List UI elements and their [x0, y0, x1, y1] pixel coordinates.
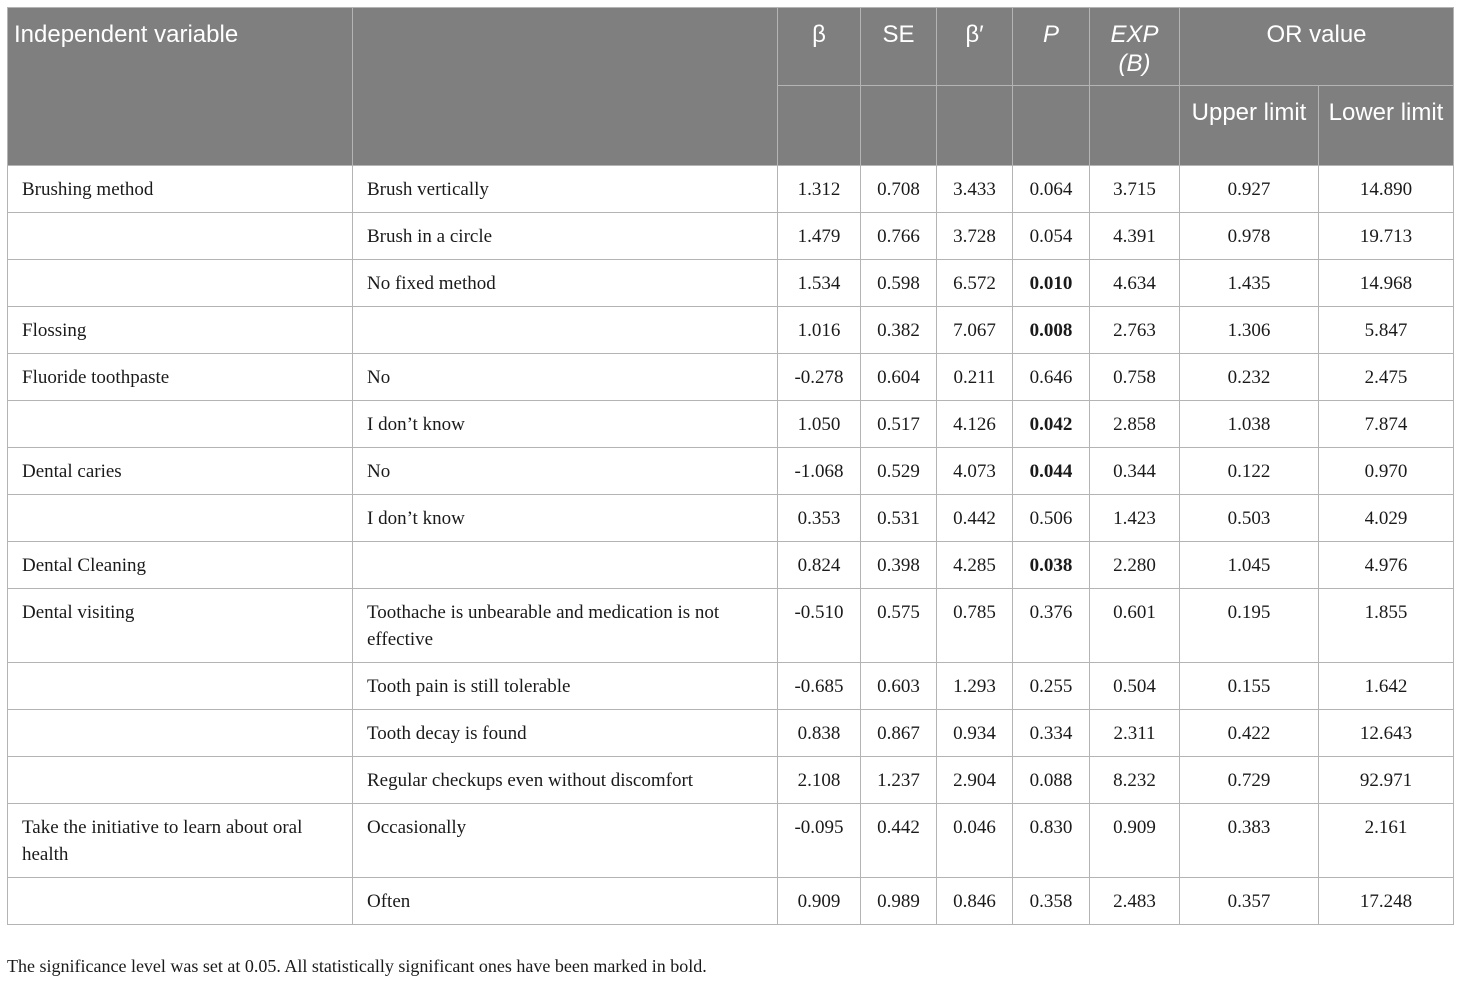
cell-beta-prime: 3.433: [937, 166, 1013, 213]
header-exp-b: EXP (B): [1090, 8, 1180, 86]
cell-p: 0.088: [1013, 757, 1090, 804]
cell-upper-limit: 0.195: [1180, 589, 1319, 663]
table-row: [8, 542, 1454, 589]
cell-lower-limit: 1.642: [1319, 663, 1454, 710]
cell-lower-limit: 7.874: [1319, 401, 1454, 448]
cell-p: 0.008: [1013, 307, 1090, 354]
cell-se: 0.442: [861, 804, 937, 878]
cell-variable: [8, 710, 353, 757]
cell-lower-limit: 92.971: [1319, 757, 1454, 804]
cell-exp-b: 1.423: [1090, 495, 1180, 542]
cell-upper-limit: 0.357: [1180, 878, 1319, 925]
cell-lower-limit: 19.713: [1319, 213, 1454, 260]
cell-beta: 0.824: [778, 542, 861, 589]
table-row: [8, 878, 1454, 925]
cell-variable: [8, 757, 353, 804]
cell-beta-prime: 0.211: [937, 354, 1013, 401]
cell-beta-prime: 0.846: [937, 878, 1013, 925]
cell-category: I don’t know: [353, 495, 778, 542]
cell-beta: 2.108: [778, 757, 861, 804]
header-beta-prime: β′: [937, 8, 1013, 86]
cell-se: 0.517: [861, 401, 937, 448]
table-row: [8, 757, 1454, 804]
cell-p: 0.042: [1013, 401, 1090, 448]
cell-beta-prime: 4.126: [937, 401, 1013, 448]
cell-lower-limit: 1.855: [1319, 589, 1454, 663]
cell-p: 0.044: [1013, 448, 1090, 495]
table-row: [8, 213, 1454, 260]
cell-p: 0.054: [1013, 213, 1090, 260]
cell-upper-limit: 0.232: [1180, 354, 1319, 401]
cell-beta-prime: 0.934: [937, 710, 1013, 757]
cell-variable: Dental caries: [8, 448, 353, 495]
header-p: P: [1013, 8, 1090, 86]
cell-se: 0.529: [861, 448, 937, 495]
cell-variable: Dental Cleaning: [8, 542, 353, 589]
cell-variable: Take the initiative to learn about oral health: [8, 804, 353, 878]
cell-category: No: [353, 448, 778, 495]
cell-lower-limit: 4.976: [1319, 542, 1454, 589]
header-exp-b-blank: [1090, 86, 1180, 166]
cell-lower-limit: 4.029: [1319, 495, 1454, 542]
cell-beta-prime: 1.293: [937, 663, 1013, 710]
header-or-value: OR value: [1180, 8, 1454, 86]
cell-variable: Flossing: [8, 307, 353, 354]
cell-beta: 0.353: [778, 495, 861, 542]
cell-variable: [8, 878, 353, 925]
cell-beta-prime: 6.572: [937, 260, 1013, 307]
cell-beta-prime: 0.046: [937, 804, 1013, 878]
header-category: [353, 8, 778, 166]
header-lower-limit: Lower limit: [1319, 86, 1454, 166]
cell-p: 0.646: [1013, 354, 1090, 401]
cell-variable: Dental visiting: [8, 589, 353, 663]
cell-p: 0.506: [1013, 495, 1090, 542]
header-se-blank: [861, 86, 937, 166]
cell-lower-limit: 14.890: [1319, 166, 1454, 213]
header-p-blank: [1013, 86, 1090, 166]
cell-beta-prime: 3.728: [937, 213, 1013, 260]
cell-se: 0.989: [861, 878, 937, 925]
header-beta: β: [778, 8, 861, 86]
cell-upper-limit: 1.038: [1180, 401, 1319, 448]
cell-exp-b: 2.858: [1090, 401, 1180, 448]
cell-beta: 0.838: [778, 710, 861, 757]
header-independent-variable: Independent variable: [8, 8, 353, 166]
cell-variable: [8, 260, 353, 307]
table-row: [8, 166, 1454, 213]
cell-category: Occasionally: [353, 804, 778, 878]
cell-variable: Brushing method: [8, 166, 353, 213]
table-header: [8, 8, 1454, 166]
cell-exp-b: 2.280: [1090, 542, 1180, 589]
cell-beta-prime: 4.073: [937, 448, 1013, 495]
cell-lower-limit: 12.643: [1319, 710, 1454, 757]
cell-se: 0.382: [861, 307, 937, 354]
cell-lower-limit: 5.847: [1319, 307, 1454, 354]
header-beta-blank: [778, 86, 861, 166]
cell-category: No fixed method: [353, 260, 778, 307]
cell-upper-limit: 1.435: [1180, 260, 1319, 307]
cell-upper-limit: 0.155: [1180, 663, 1319, 710]
cell-exp-b: 0.344: [1090, 448, 1180, 495]
cell-upper-limit: 1.306: [1180, 307, 1319, 354]
cell-beta-prime: 2.904: [937, 757, 1013, 804]
cell-upper-limit: 0.383: [1180, 804, 1319, 878]
cell-lower-limit: 2.161: [1319, 804, 1454, 878]
cell-beta: 1.534: [778, 260, 861, 307]
table-row: [8, 804, 1454, 878]
cell-exp-b: 0.758: [1090, 354, 1180, 401]
cell-upper-limit: 0.422: [1180, 710, 1319, 757]
cell-lower-limit: 2.475: [1319, 354, 1454, 401]
cell-beta: -0.278: [778, 354, 861, 401]
table-row: [8, 495, 1454, 542]
cell-beta-prime: 4.285: [937, 542, 1013, 589]
table-row: [8, 260, 1454, 307]
table-footnote: The significance level was set at 0.05. All statistically significant ones have been marked in bold.: [7, 956, 707, 976]
cell-exp-b: 3.715: [1090, 166, 1180, 213]
cell-variable: [8, 663, 353, 710]
cell-exp-b: 0.504: [1090, 663, 1180, 710]
cell-beta: 1.050: [778, 401, 861, 448]
cell-lower-limit: 14.968: [1319, 260, 1454, 307]
cell-category: No: [353, 354, 778, 401]
header-beta-prime-blank: [937, 86, 1013, 166]
cell-se: 0.708: [861, 166, 937, 213]
table-body: [8, 166, 1454, 925]
cell-lower-limit: 17.248: [1319, 878, 1454, 925]
cell-beta: 1.479: [778, 213, 861, 260]
cell-exp-b: 2.763: [1090, 307, 1180, 354]
cell-category: Regular checkups even without discomfort: [353, 757, 778, 804]
cell-se: 0.604: [861, 354, 937, 401]
cell-category: [353, 542, 778, 589]
cell-category: Brush vertically: [353, 166, 778, 213]
cell-exp-b: 0.909: [1090, 804, 1180, 878]
cell-beta-prime: 7.067: [937, 307, 1013, 354]
cell-category: [353, 307, 778, 354]
cell-se: 0.867: [861, 710, 937, 757]
cell-exp-b: 0.601: [1090, 589, 1180, 663]
cell-upper-limit: 0.978: [1180, 213, 1319, 260]
cell-se: 0.398: [861, 542, 937, 589]
cell-p: 0.830: [1013, 804, 1090, 878]
cell-beta: -0.685: [778, 663, 861, 710]
cell-variable: [8, 401, 353, 448]
table-row: [8, 401, 1454, 448]
cell-upper-limit: 1.045: [1180, 542, 1319, 589]
regression-table: [7, 7, 1454, 925]
cell-p: 0.334: [1013, 710, 1090, 757]
cell-category: Toothache is unbearable and medication is not effective: [353, 589, 778, 663]
cell-beta: -1.068: [778, 448, 861, 495]
cell-p: 0.376: [1013, 589, 1090, 663]
cell-variable: [8, 495, 353, 542]
cell-category: Tooth pain is still tolerable: [353, 663, 778, 710]
cell-p: 0.064: [1013, 166, 1090, 213]
cell-se: 1.237: [861, 757, 937, 804]
cell-beta: 1.016: [778, 307, 861, 354]
cell-p: 0.358: [1013, 878, 1090, 925]
cell-variable: Fluoride toothpaste: [8, 354, 353, 401]
cell-variable: [8, 213, 353, 260]
cell-upper-limit: 0.729: [1180, 757, 1319, 804]
cell-upper-limit: 0.122: [1180, 448, 1319, 495]
cell-exp-b: 4.391: [1090, 213, 1180, 260]
cell-upper-limit: 0.927: [1180, 166, 1319, 213]
cell-beta: -0.095: [778, 804, 861, 878]
table-row: [8, 354, 1454, 401]
cell-exp-b: 2.311: [1090, 710, 1180, 757]
cell-exp-b: 2.483: [1090, 878, 1180, 925]
cell-lower-limit: 0.970: [1319, 448, 1454, 495]
cell-beta: -0.510: [778, 589, 861, 663]
table-row: [8, 663, 1454, 710]
cell-category: Often: [353, 878, 778, 925]
table-row: [8, 448, 1454, 495]
cell-se: 0.598: [861, 260, 937, 307]
cell-beta: 1.312: [778, 166, 861, 213]
cell-exp-b: 8.232: [1090, 757, 1180, 804]
cell-se: 0.766: [861, 213, 937, 260]
cell-beta: 0.909: [778, 878, 861, 925]
header-se: SE: [861, 8, 937, 86]
cell-p: 0.038: [1013, 542, 1090, 589]
cell-se: 0.531: [861, 495, 937, 542]
header-upper-limit: Upper limit: [1180, 86, 1319, 166]
cell-p: 0.010: [1013, 260, 1090, 307]
cell-se: 0.603: [861, 663, 937, 710]
table-row: [8, 710, 1454, 757]
cell-upper-limit: 0.503: [1180, 495, 1319, 542]
cell-category: I don’t know: [353, 401, 778, 448]
cell-exp-b: 4.634: [1090, 260, 1180, 307]
table-row: [8, 589, 1454, 663]
cell-p: 0.255: [1013, 663, 1090, 710]
cell-se: 0.575: [861, 589, 937, 663]
table-row: [8, 307, 1454, 354]
cell-category: Brush in a circle: [353, 213, 778, 260]
cell-beta-prime: 0.785: [937, 589, 1013, 663]
cell-beta-prime: 0.442: [937, 495, 1013, 542]
cell-category: Tooth decay is found: [353, 710, 778, 757]
